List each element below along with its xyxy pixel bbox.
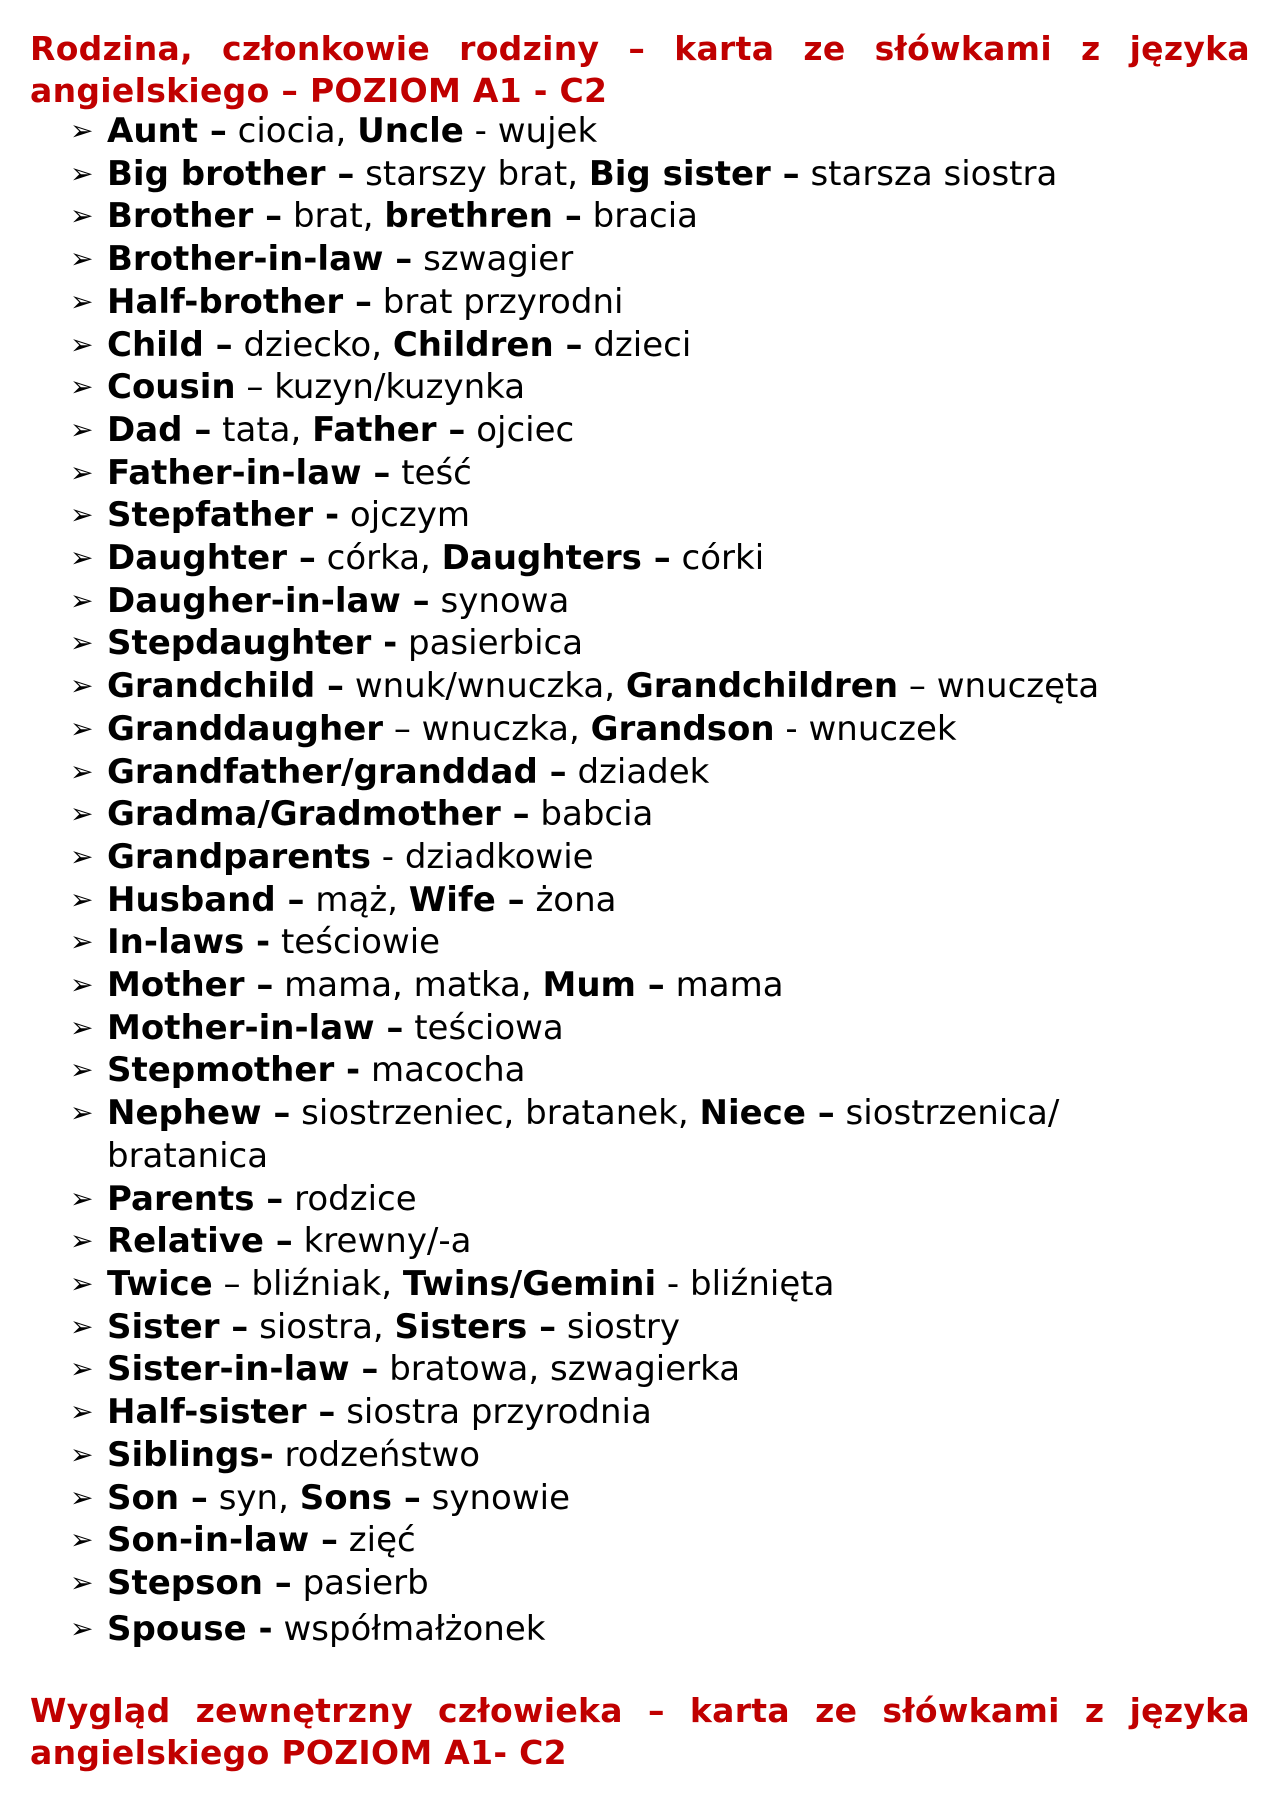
english-term: Grandparents xyxy=(107,836,371,877)
vocab-item xyxy=(0,110,1280,153)
arrowhead-bullet-icon: ➢ xyxy=(70,669,94,703)
arrowhead-bullet-icon: ➢ xyxy=(70,412,94,446)
vocab-item xyxy=(0,793,1280,836)
arrowhead-bullet-icon: ➢ xyxy=(70,541,94,575)
polish-translation: siostry xyxy=(556,1306,681,1347)
polish-translation: ciocia, xyxy=(226,111,358,151)
vocabulary-list xyxy=(0,110,1280,1650)
arrowhead-bullet-icon: ➢ xyxy=(70,754,94,788)
english-term: Mother-in-law – xyxy=(107,1007,404,1048)
english-term: Father – xyxy=(312,409,466,450)
polish-translation: siostrzeniec, bratanek, xyxy=(290,1093,700,1134)
vocab-item xyxy=(0,1434,1280,1477)
arrowhead-bullet-icon: ➢ xyxy=(70,242,94,276)
polish-translation: siostra przyrodnia xyxy=(335,1392,652,1433)
arrowhead-bullet-icon: ➢ xyxy=(70,583,94,617)
arrowhead-bullet-icon: ➢ xyxy=(70,284,94,318)
english-term: Daughter – xyxy=(107,538,316,579)
english-term: Daugher-in-law – xyxy=(107,580,430,621)
vocab-item xyxy=(0,1348,1280,1391)
polish-translation: ojciec xyxy=(465,409,575,450)
vocab-item xyxy=(0,665,1280,708)
polish-translation: dziadek xyxy=(566,751,710,792)
english-term: Son-in-law – xyxy=(107,1520,338,1561)
polish-translation: dziecko, xyxy=(232,324,393,365)
arrowhead-bullet-icon: ➢ xyxy=(70,711,94,745)
vocab-item xyxy=(0,1608,1280,1651)
arrowhead-bullet-icon: ➢ xyxy=(70,1437,94,1471)
vocab-item xyxy=(0,964,1280,1007)
polish-translation: szwagier xyxy=(412,239,574,280)
vocab-item xyxy=(0,1306,1280,1349)
polish-translation: - dziadkowie xyxy=(370,836,594,877)
polish-translation: - wujek xyxy=(463,111,598,151)
polish-translation: rodzeństwo xyxy=(273,1434,481,1475)
polish-translation: brat, xyxy=(282,196,385,237)
english-term: Twins/Gemini xyxy=(402,1263,657,1304)
english-term: Grandchildren xyxy=(625,666,899,707)
vocab-item xyxy=(0,751,1280,794)
english-term: Spouse - xyxy=(107,1608,273,1649)
polish-translation: pasierbica xyxy=(397,623,584,664)
vocab-item xyxy=(0,281,1280,324)
english-term: Stepdaughter - xyxy=(107,623,398,664)
vocab-item xyxy=(0,452,1280,495)
polish-translation: ojczym xyxy=(339,495,470,536)
english-term: Gradma/Gradmother – xyxy=(107,794,530,835)
english-term: brethren – xyxy=(384,196,582,237)
arrowhead-bullet-icon: ➢ xyxy=(70,882,94,916)
vocab-item xyxy=(0,921,1280,964)
english-term: Sisters – xyxy=(394,1306,557,1347)
english-term: Father-in-law – xyxy=(107,452,391,493)
english-term: Half-brother – xyxy=(107,281,372,322)
english-term: Siblings- xyxy=(107,1434,274,1475)
english-term: Parents – xyxy=(107,1178,284,1219)
vocab-item xyxy=(0,580,1280,623)
english-term: Grandfather/granddad – xyxy=(107,751,567,792)
polish-translation: – kuzyn/kuzynka xyxy=(235,367,526,408)
vocab-item xyxy=(0,494,1280,537)
english-term: Big brother – xyxy=(107,153,355,194)
polish-translation: córka, xyxy=(315,538,442,579)
english-term: Dad – xyxy=(107,409,212,450)
vocab-item xyxy=(0,836,1280,879)
vocab-item xyxy=(0,708,1280,751)
english-term: Big sister – xyxy=(588,153,800,194)
english-term: Sons – xyxy=(299,1477,421,1518)
polish-translation: rodzice xyxy=(283,1178,417,1219)
english-term: Cousin xyxy=(107,367,236,408)
polish-translation: córki xyxy=(670,538,765,579)
polish-translation: siostra, xyxy=(248,1306,395,1347)
vocab-item xyxy=(0,1519,1280,1562)
vocab-item xyxy=(0,1562,1280,1605)
arrowhead-bullet-icon: ➢ xyxy=(70,1352,94,1386)
vocab-item xyxy=(0,238,1280,281)
english-term: Mum – xyxy=(542,965,665,1006)
polish-translation: starsza siostra xyxy=(799,153,1058,194)
polish-translation: starszy brat, xyxy=(354,153,589,194)
polish-translation: mama xyxy=(664,965,784,1006)
polish-translation: syn, xyxy=(207,1477,300,1518)
vocab-item xyxy=(0,1220,1280,1263)
arrowhead-bullet-icon: ➢ xyxy=(70,1181,94,1215)
english-term: Sister – xyxy=(107,1306,249,1347)
english-term: Children – xyxy=(392,324,583,365)
arrowhead-bullet-icon: ➢ xyxy=(70,370,94,404)
arrowhead-bullet-icon: ➢ xyxy=(70,1010,94,1044)
vocab-item xyxy=(0,324,1280,367)
arrowhead-bullet-icon: ➢ xyxy=(70,1523,94,1557)
polish-translation: – wnuczęta xyxy=(898,666,1100,707)
polish-translation: siostrzenica/ bratanica xyxy=(107,1093,1060,1176)
english-term: Child – xyxy=(107,324,233,365)
polish-translation: – wnuczka, xyxy=(383,708,591,749)
vocab-item xyxy=(0,366,1280,409)
english-term: Grandchild – xyxy=(107,666,345,707)
polish-translation: współmałżonek xyxy=(272,1608,546,1649)
arrowhead-bullet-icon: ➢ xyxy=(70,1309,94,1343)
arrowhead-bullet-icon: ➢ xyxy=(70,797,94,831)
arrowhead-bullet-icon: ➢ xyxy=(70,1395,94,1429)
arrowhead-bullet-icon: ➢ xyxy=(70,1096,94,1130)
vocab-item xyxy=(0,1092,1157,1177)
vocab-item xyxy=(0,622,1280,665)
english-term: Grandson xyxy=(590,708,775,749)
vocab-item xyxy=(0,537,1280,580)
english-term: Stepson – xyxy=(107,1562,292,1603)
vocab-item xyxy=(0,1391,1280,1434)
arrowhead-bullet-icon: ➢ xyxy=(70,327,94,361)
arrowhead-bullet-icon: ➢ xyxy=(70,199,94,233)
polish-translation: krewny/-a xyxy=(292,1221,472,1262)
polish-translation: pasierb xyxy=(291,1562,429,1603)
vocab-item xyxy=(0,153,1280,196)
polish-translation: brat przyrodni xyxy=(371,281,624,322)
english-term: Granddaugher xyxy=(107,708,384,749)
polish-translation: synowie xyxy=(420,1477,570,1518)
arrowhead-bullet-icon: ➢ xyxy=(70,968,94,1002)
arrowhead-bullet-icon: ➢ xyxy=(70,1565,94,1599)
polish-translation: synowa xyxy=(429,580,570,621)
english-term: Brother – xyxy=(107,196,283,237)
vocab-item xyxy=(0,195,1280,238)
arrowhead-bullet-icon: ➢ xyxy=(70,1266,94,1300)
polish-translation: teściowie xyxy=(270,922,441,963)
vocab-item xyxy=(0,879,1280,922)
english-term: In-laws - xyxy=(107,922,271,963)
arrowhead-bullet-icon: ➢ xyxy=(70,626,94,660)
polish-translation: wnuk/wnuczka, xyxy=(344,666,626,707)
polish-translation: - bliźnięta xyxy=(656,1263,835,1304)
english-term: Son – xyxy=(107,1477,208,1518)
arrowhead-bullet-icon: ➢ xyxy=(70,839,94,873)
vocab-item xyxy=(0,1477,1280,1520)
polish-translation: – bliźniak, xyxy=(212,1263,403,1304)
polish-translation: dzieci xyxy=(582,324,692,365)
english-term: Uncle xyxy=(357,111,464,151)
polish-translation: macocha xyxy=(360,1050,526,1091)
polish-translation: mąż, xyxy=(304,879,409,920)
english-term: Brother-in-law – xyxy=(107,239,413,280)
arrowhead-bullet-icon: ➢ xyxy=(70,925,94,959)
polish-translation: - wnuczek xyxy=(774,708,957,749)
section-heading-family: Rodzina, członkowie rodziny – karta ze słówkami z języka angielskiego – POZIOM A1 - C2 xyxy=(30,29,1250,110)
polish-translation: babcia xyxy=(529,794,654,835)
english-term: Stepfather - xyxy=(107,495,340,536)
english-term: Daughters – xyxy=(441,538,671,579)
english-term: Twice xyxy=(107,1263,213,1304)
polish-translation: mama, matka, xyxy=(273,965,543,1006)
vocab-item xyxy=(0,1007,1280,1050)
english-term: Mother – xyxy=(107,965,274,1006)
vocab-item xyxy=(0,1263,1280,1306)
polish-translation: teściowa xyxy=(403,1007,564,1048)
arrowhead-bullet-icon: ➢ xyxy=(70,1611,94,1645)
english-term: Relative – xyxy=(107,1221,293,1262)
english-term: Nephew – xyxy=(107,1093,291,1134)
arrowhead-bullet-icon: ➢ xyxy=(70,1224,94,1258)
english-term: Half-sister – xyxy=(107,1392,336,1433)
polish-translation: tata, xyxy=(211,409,313,450)
english-term: Husband – xyxy=(107,879,305,920)
arrowhead-bullet-icon: ➢ xyxy=(70,114,94,147)
vocab-item xyxy=(0,1178,1280,1221)
polish-translation: bratowa, szwagierka xyxy=(378,1349,741,1390)
english-term: Niece – xyxy=(699,1093,835,1134)
arrowhead-bullet-icon: ➢ xyxy=(70,1480,94,1514)
english-term: Stepmother - xyxy=(107,1050,361,1091)
english-term: Aunt – xyxy=(107,111,227,151)
polish-translation: teść xyxy=(390,452,472,493)
arrowhead-bullet-icon: ➢ xyxy=(70,455,94,489)
english-term: Wife – xyxy=(408,879,525,920)
polish-translation: żona xyxy=(524,879,617,920)
polish-translation: zięć xyxy=(337,1520,416,1561)
arrowhead-bullet-icon: ➢ xyxy=(70,498,94,532)
vocab-item xyxy=(0,409,1280,452)
english-term: Sister-in-law – xyxy=(107,1349,379,1390)
arrowhead-bullet-icon: ➢ xyxy=(70,156,94,190)
polish-translation: bracia xyxy=(581,196,699,237)
vocab-item xyxy=(0,1049,1280,1092)
section-heading-appearance: Wygląd zewnętrzny człowieka – karta ze słówkami z języka angielskiego POZIOM A1- C2 xyxy=(30,1691,1250,1772)
arrowhead-bullet-icon: ➢ xyxy=(70,1053,94,1087)
